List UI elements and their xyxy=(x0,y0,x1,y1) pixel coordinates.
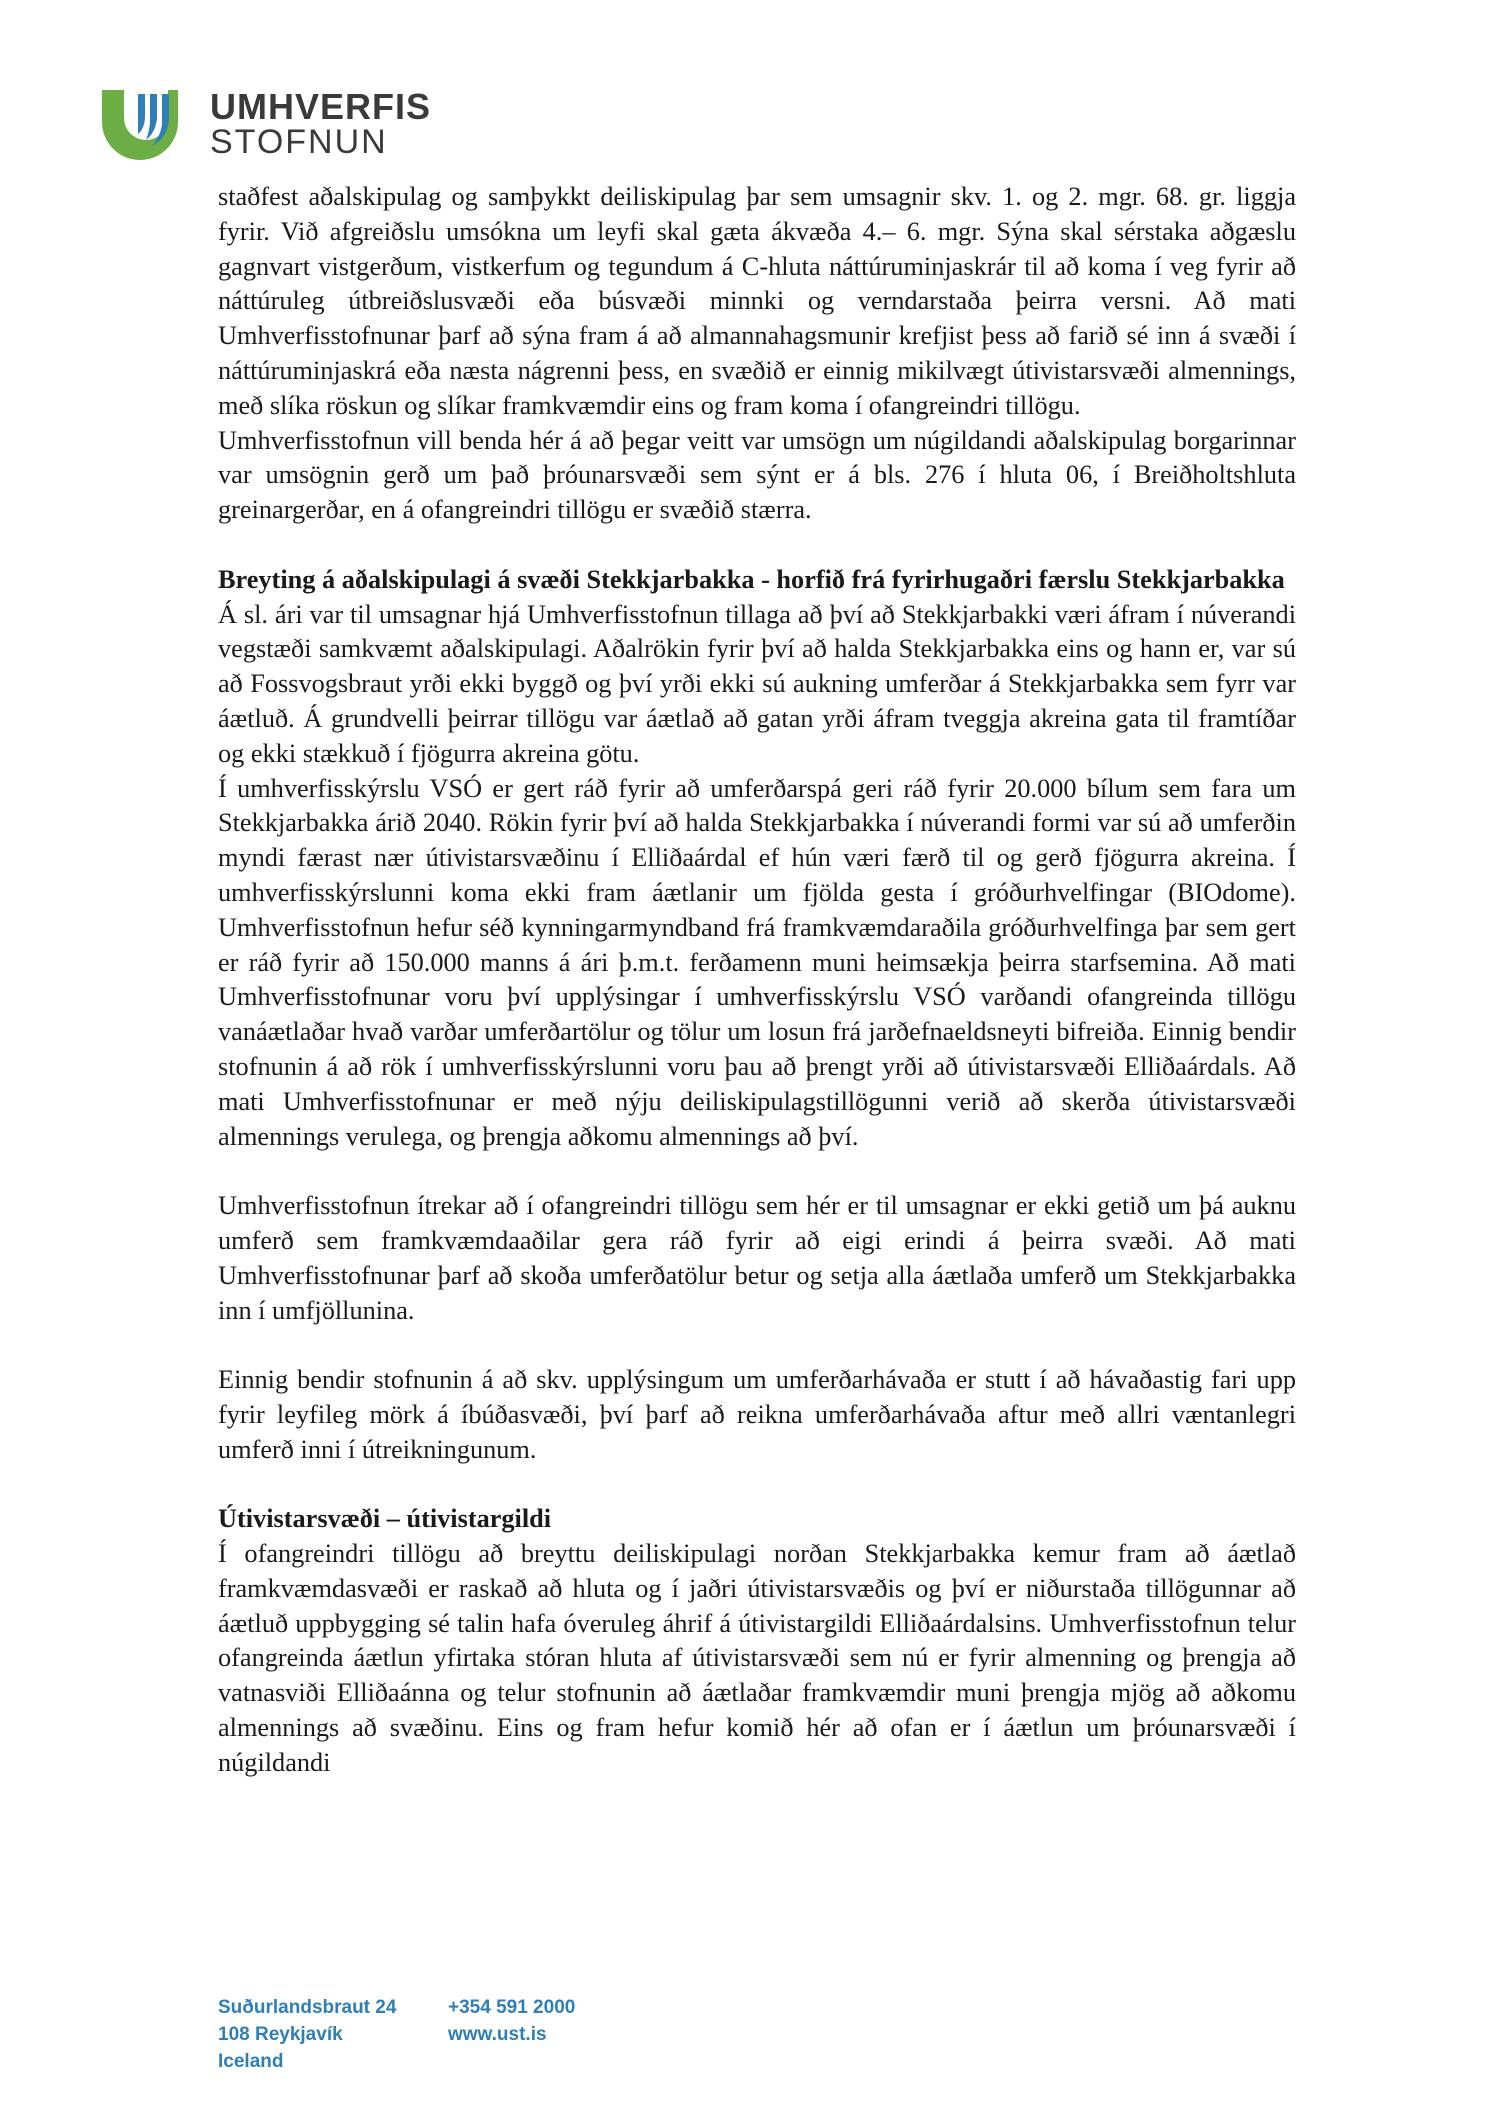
paragraph: staðfest aðalskipulag og samþykkt deiliskipulag þar sem umsagnir skv. 1. og 2. mgr. 68. gr. liggja fyrir. Við afgreiðslu umsókna um leyfi skal gæta ákvæða 4.– 6. mgr. Sýna skal sérstaka aðgæslu gagnvart vistgerðum, vistkerfum og tegundum á C-hluta náttúruminjaskrár til að koma í veg fyrir að náttúruleg útbreiðslusvæði eða búsvæði minnki og verndarstaða þeirra versni. Að mati Umhverfisstofnunar þarf að sýna fram á að almannahagsmunir krefjist þess að farið sé inn á svæði í náttúruminjaskrá eða næsta nágrenni þess, en svæðið er einnig mikilvægt útivistarsvæði almennings, með slíka röskun og slíkar framkvæmdir eins og fram koma í ofangreindri tillögu. xyxy=(218,182,1296,420)
paragraph: Umhverfisstofnun ítrekar að í ofangreindri tillögu sem hér er til umsagnar er ekki getið um þá auknu umferð sem framkvæmdaaðilar gera ráð fyrir að eigi erindi á þeirra svæði. Að mati Umhverfisstofnunar þarf að skoða umferðatölur betur og setja alla áætlaða umferð um Stekkjarbakka inn í umfjöllunina. xyxy=(218,1191,1296,1325)
document-body xyxy=(218,180,1296,1781)
logo-title: UMHVERFIS xyxy=(210,86,432,127)
footer-country: Iceland xyxy=(218,2051,284,2072)
paragraph: Í umhverfisskýrslu VSÓ er gert ráð fyrir að umferðarspá geri ráð fyrir 20.000 bílum sem fara um Stekkjarbakka árið 2040. Rökin fyrir því að halda Stekkjarbakka í núverandi formi var sú að umferðin myndi færast nær útivistarsvæðinu í Elliðaárdal ef hún væri færð til og gerð fjögurra akreina. Í umhverfisskýrslunni koma ekki fram áætlanir um fjölda gesta í gróðurhvelfingar (BIOdome). Umhverfisstofnun hefur séð kynningarmyndband frá framkvæmdaraðila gróðurhvelfinga þar sem gert er ráð fyrir að 150.000 manns á ári þ.m.t. ferðamenn muni heimsækja þeirra starfsemina. Að mati Umhverfisstofnunar voru því upplýsingar í umhverfisskýrslu VSÓ varðandi ofangreinda tillögu vanáætlaðar hvað varðar umferðartölur og tölur um losun frá jarðefnaeldsneyti bifreiða. Einnig bendir stofnunin á að rök í umhverfisskýrslunni voru þau að þrengt yrði að útivistarsvæði Elliðaárdals. Að mati Umhverfisstofnunar er með nýju deiliskipulagstillögunni verið að skerða útivistarsvæði almennings verulega, og þrengja aðkomu almennings að því. xyxy=(218,773,1296,1151)
section-heading: Breyting á aðalskipulagi á svæði Stekkjarbakka - horfið frá fyrirhugaðri færslu Stekkjarbakka xyxy=(218,564,1285,594)
footer-city: 108 Reykjavík xyxy=(218,2024,343,2045)
logo xyxy=(100,88,460,164)
footer-street: Suðurlandsbraut 24 xyxy=(218,1997,397,2018)
logo-subtitle: STOFNUN xyxy=(210,123,388,161)
paragraph: Í ofangreindri tillögu að breyttu deiliskipulagi norðan Stekkjarbakka kemur fram að áætlað framkvæmdasvæði er raskað að hluta og í jaðri útivistarsvæðis og því er niðurstaða tillögunnar að áætluð uppbygging sé talin hafa óveruleg áhrif á útivistargildi Elliðaárdalsins. Umhverfisstofnun telur ofangreinda áætlun yfirtaka stóran hluta af útivistarsvæði sem nú er fyrir almenning og þrengja að vatnasviði Elliðaánna og telur stofnunin að áætlaðar framkvæmdir muni þrengja mjög að aðkomu almennings að svæðinu. Eins og fram hefur komið hér að ofan er í áætlun um þróunarsvæði í núgildandi xyxy=(218,1539,1296,1777)
paragraph: Á sl. ári var til umsagnar hjá Umhverfisstofnun tillaga að því að Stekkjarbakki væri áfram í núverandi vegstæði samkvæmt aðalskipulagi. Aðalrökin fyrir því að halda Stekkjarbakka eins og hann er, var sú að Fossvogsbraut yrði ekki byggð og því yrði ekki sú aukning umferðar á Stekkjarbakka sem fyrr var áætluð. Á grundvelli þeirrar tillögu var áætlað að gatan yrði áfram tveggja akreina gata til framtíðar og ekki stækkuð í fjögurra akreina götu. xyxy=(218,599,1296,768)
footer-website-link[interactable]: www.ust.is xyxy=(448,2024,547,2045)
section-heading: Útivistarsvæði – útivistargildi xyxy=(218,1504,552,1534)
footer-address xyxy=(218,1994,396,2075)
footer-phone: +354 591 2000 xyxy=(448,1997,576,2018)
umhverfisstofnun-logo-icon xyxy=(100,88,200,162)
footer-contact xyxy=(448,1994,575,2048)
paragraph: Umhverfisstofnun vill benda hér á að þegar veitt var umsögn um núgildandi aðalskipulag borgarinnar var umsögnin gerð um það þróunarsvæði sem sýnt er á bls. 276 í hluta 06, í Breiðholtshluta greinargerðar, en á ofangreindri tillögu er svæðið stærra. xyxy=(218,425,1296,525)
paragraph: Einnig bendir stofnunin á að skv. upplýsingum um umferðarhávaða er stutt í að hávaðastig fari upp fyrir leyfileg mörk á íbúðasvæði, því þarf að reikna umferðarhávaða aftur með allri væntanlegri umferð inni í útreikningunum. xyxy=(218,1365,1296,1464)
